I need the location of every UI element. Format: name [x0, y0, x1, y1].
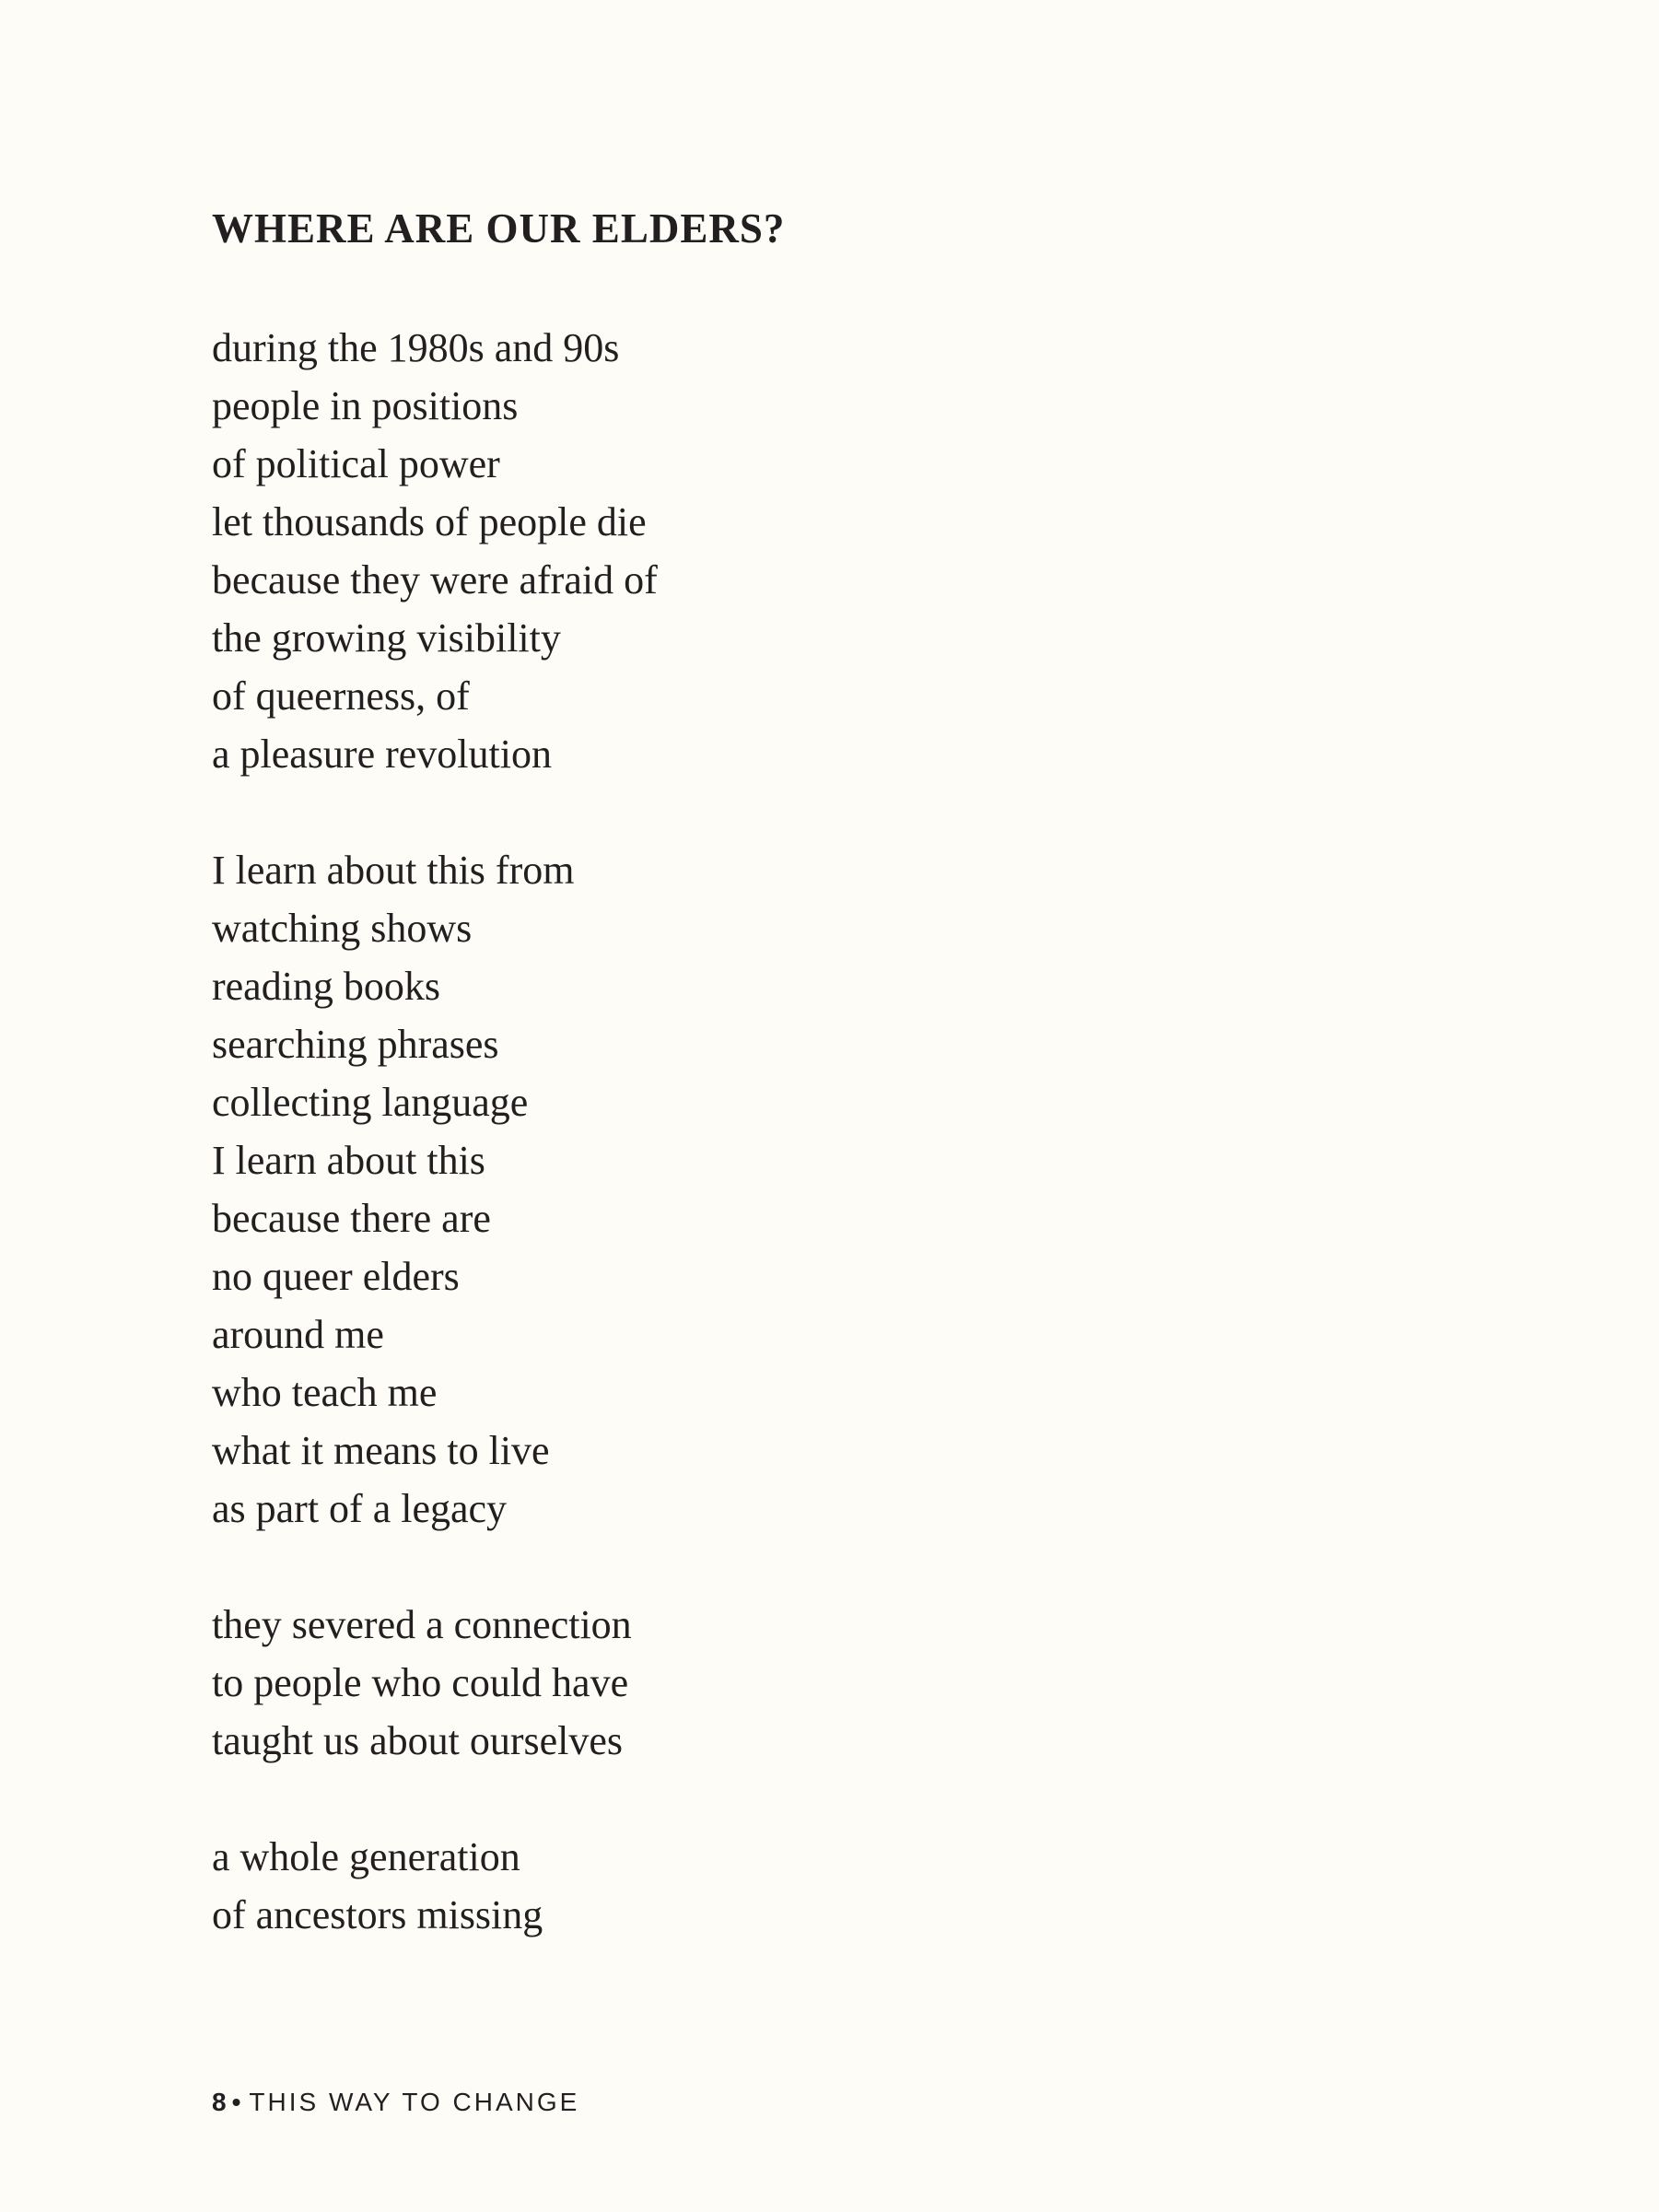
- poem-line: people in positions: [212, 383, 519, 428]
- poem-line: the growing visibility: [212, 615, 561, 661]
- poem-line: they severed a connection: [212, 1602, 632, 1647]
- poem-line: during the 1980s and 90s: [212, 325, 620, 370]
- poem-line: collecting language: [212, 1080, 529, 1125]
- poem-line: because there are: [212, 1196, 491, 1241]
- poem-line: let thousands of people die: [212, 499, 647, 544]
- poem-body: [212, 319, 1317, 2002]
- poem-line: what it means to live: [212, 1428, 550, 1473]
- poem-line: a pleasure revolution: [212, 731, 552, 777]
- poem-line: of political power: [212, 441, 500, 486]
- poem-line: I learn about this: [212, 1138, 485, 1183]
- poem-line: I learn about this from: [212, 848, 575, 893]
- stanza-3: [212, 1596, 1317, 1770]
- poem-line: of queerness, of: [212, 673, 470, 719]
- stanza-1: [212, 319, 1317, 783]
- poem-line: of ancestors missing: [212, 1892, 543, 1937]
- poem-line: taught us about ourselves: [212, 1718, 624, 1763]
- poem-line: because they were afraid of: [212, 557, 658, 603]
- poem-line: a whole generation: [212, 1834, 520, 1879]
- poem-line: searching phrases: [212, 1022, 499, 1067]
- poem-line: to people who could have: [212, 1660, 629, 1705]
- poem-title: WHERE ARE OUR ELDERS?: [212, 205, 786, 252]
- poem-line: reading books: [212, 964, 441, 1009]
- poem-line: watching shows: [212, 906, 473, 951]
- poem-line: as part of a legacy: [212, 1486, 508, 1531]
- stanza-2: [212, 841, 1317, 1538]
- page-footer: [212, 2084, 579, 2121]
- poem-line: no queer elders: [212, 1254, 460, 1299]
- book-title: THIS WAY TO CHANGE: [249, 2088, 580, 2116]
- footer-separator: •: [231, 2088, 244, 2116]
- page-number: 8: [212, 2088, 227, 2116]
- stanza-4: [212, 1828, 1317, 1944]
- poem-line: who teach me: [212, 1370, 438, 1415]
- poem-line: around me: [212, 1312, 384, 1357]
